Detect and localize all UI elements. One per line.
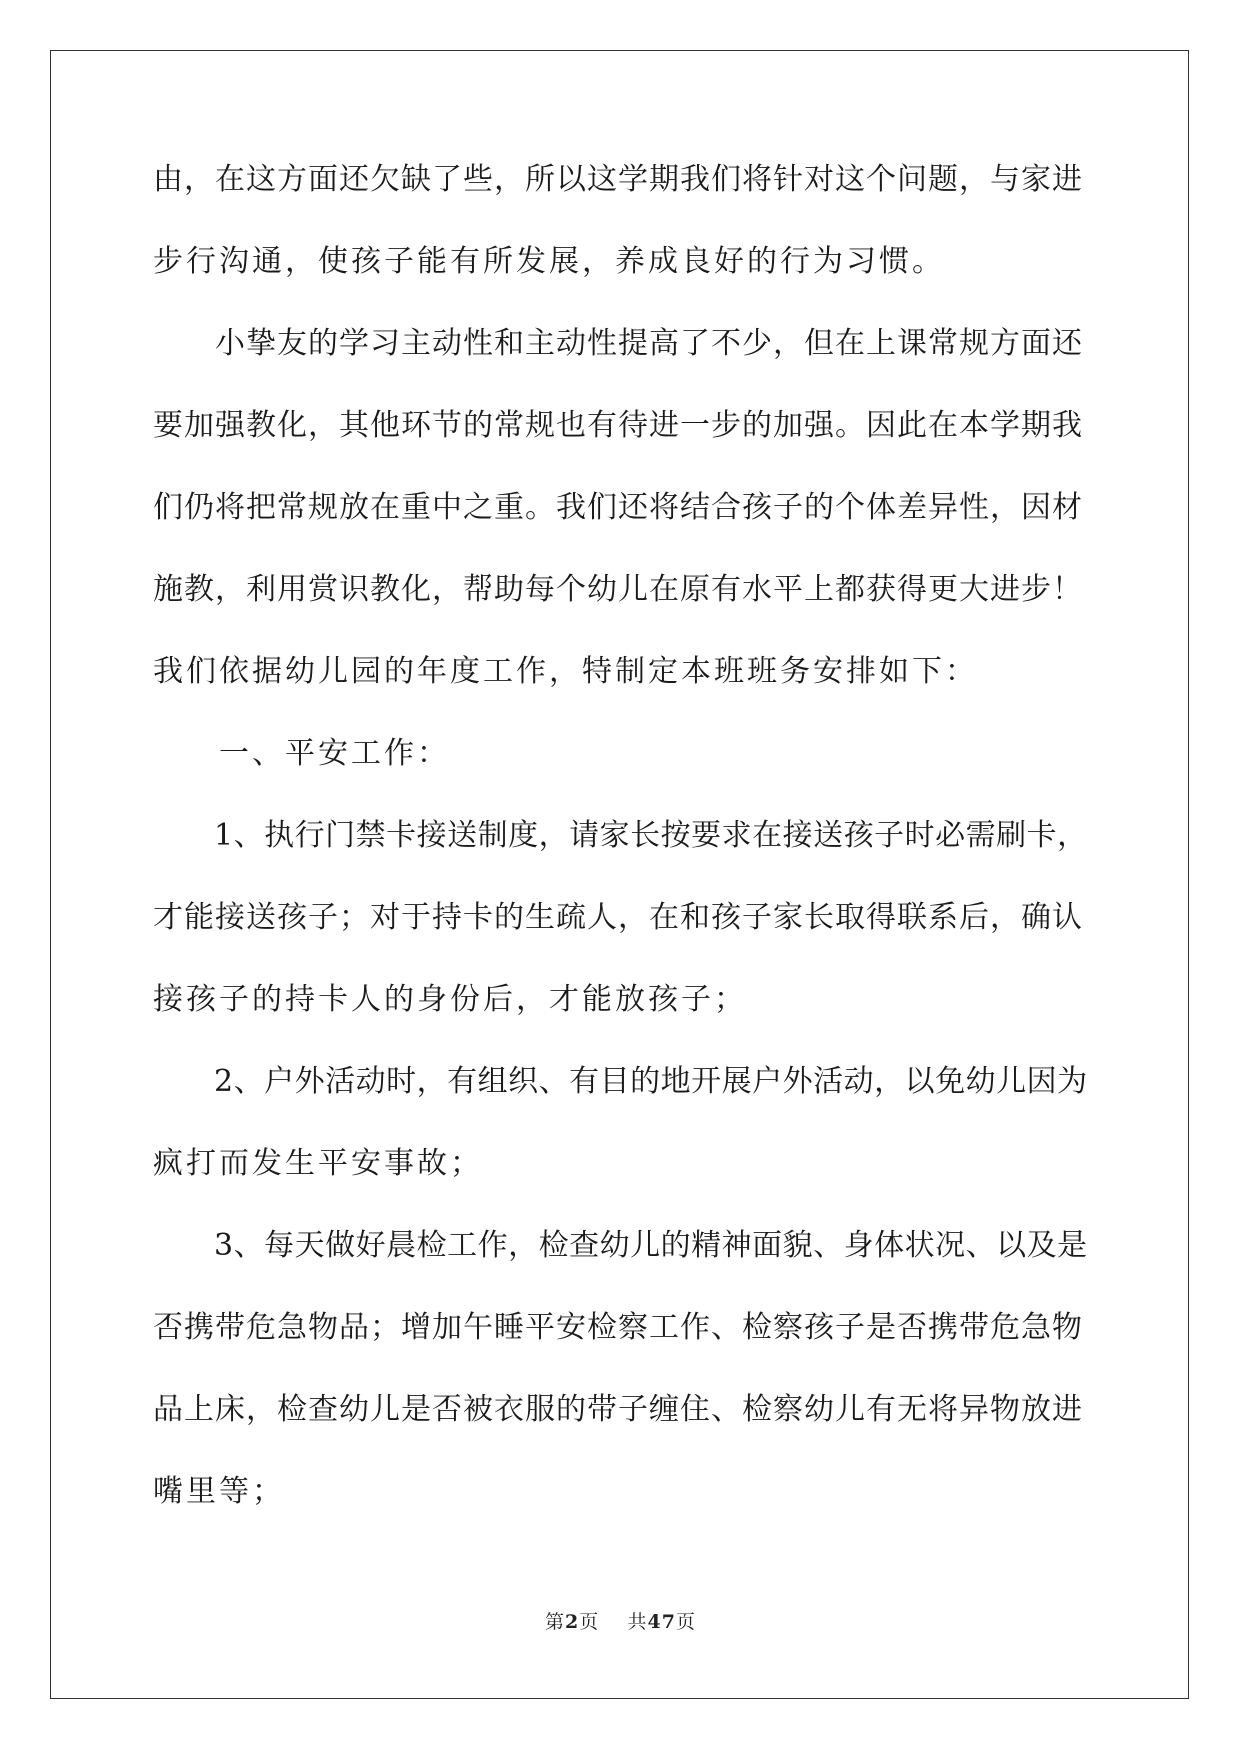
document-body: [153, 162, 1093, 1559]
text-line: 施教，利用赏识教化，帮助每个幼儿在原有水平上都获得更大进步！: [153, 572, 1083, 607]
page-number: 2: [565, 1611, 580, 1633]
text-line: 才能接送孩子；对于持卡的生疏人，在和孩子家长取得联系后，确认: [153, 900, 1083, 935]
page-suffix: 页: [579, 1611, 600, 1633]
text-line: 2、户外活动时，有组织、有目的地开展户外活动，以免幼儿因为: [153, 1064, 1088, 1099]
total-suffix: 页: [675, 1611, 696, 1633]
total-prefix: 共: [627, 1611, 648, 1633]
text-line: 否携带危急物品；增加午睡平安检察工作、检察孩子是否携带危急物: [153, 1310, 1083, 1345]
text-line: 由，在这方面还欠缺了些，所以这学期我们将针对这个问题，与家进: [153, 162, 1083, 197]
page-footer: [0, 1607, 1241, 1634]
text-line: 要加强教化，其他环节的常规也有待进一步的加强。因此在本学期我: [153, 408, 1083, 443]
total-pages: 47: [647, 1611, 676, 1633]
page-prefix: 第: [545, 1611, 566, 1633]
text-line: 疯打而发生平安事故；: [153, 1146, 483, 1181]
text-line: 接孩子的持卡人的身份后，才能放孩子；: [153, 982, 747, 1017]
text-line: 们仍将把常规放在重中之重。我们还将结合孩子的个体差异性，因材: [153, 490, 1083, 525]
text-line: 3、每天做好晨检工作，检查幼儿的精神面貌、身体状况、以及是: [153, 1228, 1088, 1263]
text-line: 1、执行门禁卡接送制度，请家长按要求在接送孩子时必需刷卡，: [153, 818, 1088, 853]
text-line: 小挚友的学习主动性和主动性提高了不少，但在上课常规方面还: [153, 326, 1083, 361]
text-line: 步行沟通，使孩子能有所发展，养成良好的行为习惯。: [153, 244, 945, 279]
text-line: 我们依据幼儿园的年度工作，特制定本班班务安排如下：: [153, 654, 978, 689]
text-line: 品上床，检查幼儿是否被衣服的带子缠住、检察幼儿有无将异物放进: [153, 1392, 1083, 1427]
text-line: 嘴里等；: [153, 1474, 285, 1509]
text-line: 一、平安工作：: [153, 736, 450, 771]
